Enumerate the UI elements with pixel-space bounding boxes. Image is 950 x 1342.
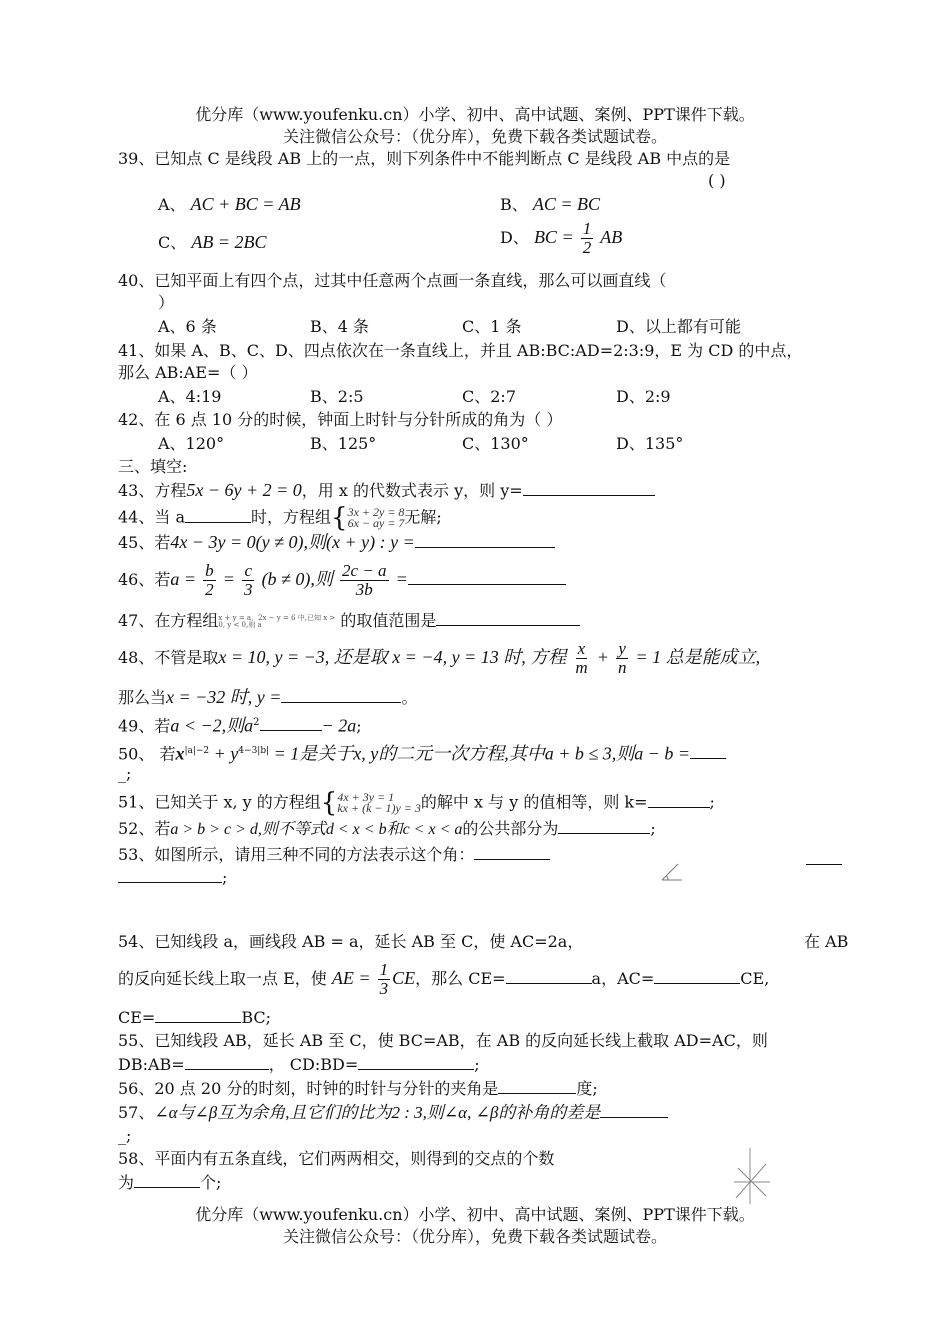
q53: 53、如图所示，请用三种不同的方法表示这个角： <box>118 843 550 866</box>
q58-line-1: 58、平面内有五条直线，它们两两相交，则得到的交点的个数 <box>118 1149 555 1168</box>
q54-line-1: 54、已知线段 a，画线段 AB = a，延长 AB 至 C，使 AC=2a， <box>118 932 584 951</box>
q45-answer-blank[interactable] <box>415 531 555 548</box>
q40-text-cont: ） <box>158 293 175 312</box>
q40-option-a: A、6 条 <box>158 317 217 336</box>
q42-option-d: D、135° <box>616 434 684 453</box>
q39-option-b: B、 AC = BC <box>500 194 601 214</box>
q47: 47、在方程组x + y = a，2x − y = 6 中,已知 x > 0, y < 0,则 a 的取值范围是 <box>118 609 580 632</box>
q44-answer-blank[interactable] <box>185 506 251 523</box>
q46: 46、若a = $\frac{b}{2}$ = $\frac{c}{3}$ (b ≠ 0),则 $\frac{2c - a}{3b}$ = <box>118 562 566 599</box>
q54-answer-blank-3[interactable] <box>155 1006 241 1023</box>
q42-option-a: A、120° <box>158 434 225 453</box>
q42-option-b: B、125° <box>310 434 377 453</box>
q51: 51、已知关于 x, y 的方程组{ 4x + 3y = 1 kx + (k − 1)y = 3 的解中 x 与 y 的值相等，则 k= ; <box>118 788 715 818</box>
q46-answer-blank[interactable] <box>408 568 566 585</box>
q41-text: 41、如果 A、B、C、D、四点依次在一条直线上，并且 AB:BC:AD=2:3:9，E 为 CD 的中点， <box>118 341 803 360</box>
q40-text: 40、已知平面上有四个点，过其中任意两个点画一条直线，那么可以画直线（ <box>118 271 667 290</box>
footer-line-2: 关注微信公众号：（优分库），免费下载各类试题试卷。 <box>282 1227 667 1246</box>
q39-option-a: A、 AC + BC = AB <box>158 194 301 214</box>
q51-answer-blank[interactable] <box>648 791 710 808</box>
q43-answer-blank[interactable] <box>523 479 655 496</box>
q39-option-d: D、 BC = $\frac{1}{2}$ AB <box>500 219 623 257</box>
q40-option-b: B、4 条 <box>310 317 370 336</box>
q40-option-d: D、以上都有可能 <box>616 317 741 336</box>
q58-line-2: 为 个; <box>118 1173 222 1192</box>
q48-line-2: 那么当x = −32 时, y = 。 <box>118 687 418 707</box>
q52-answer-blank[interactable] <box>558 817 650 834</box>
q39-text: 39、已知点 C 是线段 AB 上的一点，则下列条件中不能判断点 C 是线段 AB 中点的是 <box>118 149 731 168</box>
q43: 43、方程5x − 6y + 2 = 0，用 x 的代数式表示 y，则 y= <box>118 479 655 502</box>
q55-answer-blank-1[interactable] <box>185 1053 269 1070</box>
q49: 49、若a < −2,则$a^2 - 2a$; <box>118 715 362 736</box>
q56: 56、20 点 20 分的时刻，时钟的时针与分针的夹角是 度; <box>118 1079 598 1098</box>
angle-figure <box>656 860 686 886</box>
q55-line-2: DB:AB= ， CD:BD= ; <box>118 1055 480 1074</box>
q52: 52、若a > b > c > d,则不等式d < x < b和c < x < a的公共部分为 ; <box>118 819 656 838</box>
q41-option-b: B、2:5 <box>310 387 364 406</box>
q53-answer-blank-1[interactable] <box>474 843 550 860</box>
q39-answer-paren: ( ) <box>708 171 726 190</box>
q56-answer-blank[interactable] <box>498 1077 576 1094</box>
q54-line-2: 的反向延长线上取一点 E，使 AE = $\frac{1}{3}$ CE，那么 CE= a，AC= CE, <box>118 960 770 998</box>
q57: 57、∠α与∠β互为余角,且它们的比为2 : 3,则∠α, ∠β的补角的差是 <box>118 1101 668 1124</box>
intersecting-lines-figure <box>730 1146 774 1206</box>
header-line-2: 关注微信公众号：（优分库），免费下载各类试题试卷。 <box>282 127 667 146</box>
q53-answer-blank-3[interactable] <box>118 866 222 883</box>
q57-answer-blank[interactable] <box>600 1101 668 1118</box>
q42-text: 42、在 6 点 10 分的时候，钟面上时针与分针所成的角为（ ） <box>118 410 563 429</box>
q39-option-c: C、 AB = 2BC <box>158 232 267 252</box>
q54-line-1-right: 在 AB <box>804 932 849 951</box>
q45: 45、若4x − 3y = 0(y ≠ 0),则(x + y) : y = <box>118 531 555 554</box>
q49-answer-blank[interactable] <box>260 714 322 731</box>
q47-answer-blank[interactable] <box>436 609 580 626</box>
q50: 50、 若$x^{|a|-2} + y^{4-3|b|} = 1$是关于x, y的二元一次方程,其中a + b ≤ 3,则a − b = <box>118 740 726 765</box>
q41-option-c: C、2:7 <box>462 387 516 406</box>
q42-option-c: C、130° <box>462 434 529 453</box>
q41-text-cont: 那么 AB:AE=（ ） <box>118 363 258 382</box>
footer-line-1: 优分库（www.youfenku.cn）小学、初中、高中试题、案例、PPT课件下载。 <box>195 1205 755 1224</box>
q54-answer-blank-1[interactable] <box>506 967 592 984</box>
header-line-1: 优分库（www.youfenku.cn）小学、初中、高中试题、案例、PPT课件下载。 <box>195 105 755 124</box>
q58-answer-blank[interactable] <box>134 1171 200 1188</box>
q50-cont: _; <box>118 764 132 783</box>
q55-line-1: 55、已知线段 AB，延长 AB 至 C，使 BC=AB，在 AB 的反向延长线上截取 AD=AC，则 <box>118 1031 768 1050</box>
section-3-heading: 三、填空: <box>118 457 188 476</box>
q53-answer-blank-2[interactable] <box>806 848 842 865</box>
q44: 44、当 a 时，方程组{ 3x + 2y = 8 6x − ay = 7 无解; <box>118 503 442 533</box>
q41-option-d: D、2:9 <box>616 387 671 406</box>
q50-answer-blank[interactable] <box>690 742 726 759</box>
q57-cont: _; <box>118 1126 132 1145</box>
q55-answer-blank-2[interactable] <box>358 1053 474 1070</box>
q54-answer-blank-2[interactable] <box>654 967 740 984</box>
q53-cont: ; <box>118 866 227 889</box>
q54-line-3: CE= BC; <box>118 1008 272 1027</box>
q40-option-c: C、1 条 <box>462 317 522 336</box>
q48-answer-blank[interactable] <box>281 686 401 703</box>
q48-line-1: 48、不管是取x = 10, y = −3, 还是取 x = −4, y = 13 时, 方程 $\frac{x}{m}$ + $\frac{y}{n}$ = 1 总是能成立, <box>118 639 761 677</box>
q41-option-a: A、4:19 <box>158 387 222 406</box>
